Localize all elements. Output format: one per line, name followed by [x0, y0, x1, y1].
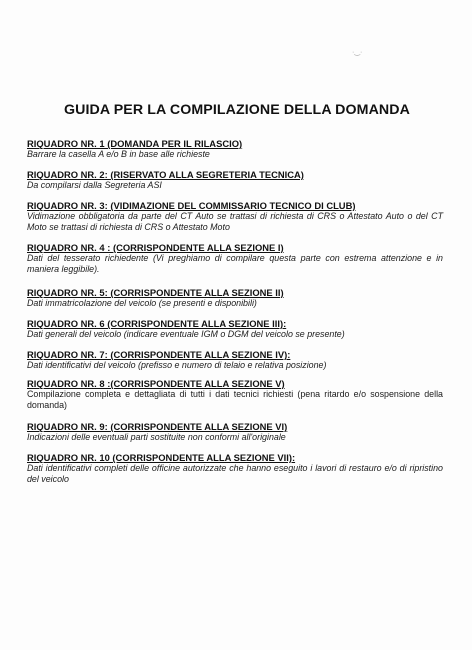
section-description: Indicazioni delle eventuali parti sostituite non conformi all'originale: [27, 432, 286, 442]
document-title: GUIDA PER LA COMPILAZIONE DELLA DOMANDA: [64, 102, 410, 118]
section-riquadro-3: [27, 200, 443, 233]
section-riquadro-2: [27, 169, 443, 191]
section-heading: RIQUADRO NR. 3: (VIDIMAZIONE DEL COMMISSARIO TECNICO DI CLUB): [27, 200, 356, 211]
section-description: Dati identificativi del veicolo (prefisso e numero di telaio e relativa posizione): [27, 360, 327, 370]
section-riquadro-10: [27, 452, 443, 485]
section-description: Da compilarsi dalla Segreteria ASI: [27, 180, 162, 190]
section-description: Dati identificativi completi delle officine autorizzate che hanno eseguito i lavori di restauro e/o di ripristino del veicolo: [27, 463, 443, 484]
section-heading: RIQUADRO NR. 1 (DOMANDA PER IL RILASCIO): [27, 138, 243, 149]
section-heading: RIQUADRO NR. 7: (CORRISPONDENTE ALLA SEZIONE IV):: [27, 349, 291, 360]
section-riquadro-5: [27, 287, 443, 309]
section-riquadro-6: [27, 318, 443, 340]
section-riquadro-7: [27, 349, 443, 371]
section-heading: RIQUADRO NR. 2: (RISERVATO ALLA SEGRETERIA TECNICA): [27, 169, 304, 180]
section-riquadro-4: [27, 242, 443, 275]
section-heading: RIQUADRO NR. 8 :(CORRISPONDENTE ALLA SEZIONE V): [27, 378, 285, 389]
section-description: Dati immatricolazione del veicolo (se presenti e disponibili): [27, 298, 257, 308]
section-heading: RIQUADRO NR. 4 : (CORRISPONDENTE ALLA SEZIONE I): [27, 242, 284, 253]
scan-mark: ·‿·: [352, 49, 363, 56]
section-riquadro-1: [27, 138, 443, 160]
document-body: [27, 137, 443, 485]
section-description: Compilazione completa e dettagliata di tutti i dati tecnici richiesti (pena ritardo e/o sospensione della domanda): [27, 389, 443, 410]
section-description: Dati generali del veicolo (indicare eventuale IGM o DGM del veicolo se presente): [27, 329, 345, 339]
section-heading: RIQUADRO NR. 6 (CORRISPONDENTE ALLA SEZIONE III):: [27, 318, 287, 329]
section-description: Vidimazione obbligatoria da parte del CT Auto se trattasi di richiesta di CRS o Attestato Auto o del CT Moto se trattasi di richiesta di CRS o Attestato Moto: [27, 211, 443, 232]
section-description: Barrare la casella A e/o B in base alle richieste: [27, 149, 210, 159]
section-heading: RIQUADRO NR. 10 (CORRISPONDENTE ALLA SEZIONE VII):: [27, 452, 296, 463]
section-heading: RIQUADRO NR. 5: (CORRISPONDENTE ALLA SEZIONE II): [27, 287, 284, 298]
section-riquadro-9: [27, 421, 443, 443]
section-heading: RIQUADRO NR. 9: (CORRISPONDENTE ALLA SEZIONE VI): [27, 421, 288, 432]
section-riquadro-8: [27, 378, 443, 411]
section-description: Dati del tesserato richiedente (Vi preghiamo di compilare questa parte con estrema attenzione e in maniera leggibile).: [27, 253, 443, 274]
